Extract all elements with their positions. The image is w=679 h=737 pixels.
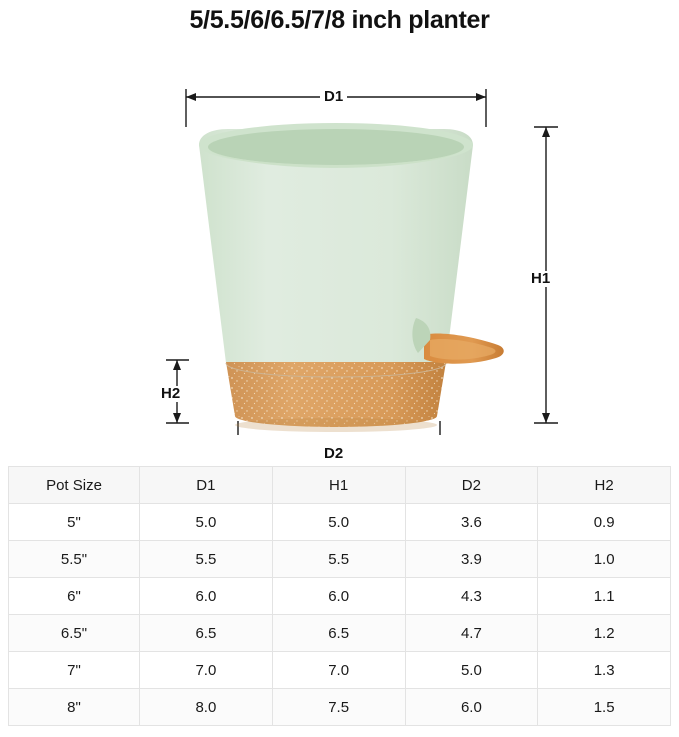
table-cell: 6" (9, 578, 140, 615)
table-cell: 6.0 (405, 689, 538, 726)
dimension-label-d1: D1 (320, 89, 347, 105)
table-cell: 7" (9, 652, 140, 689)
dimension-label-h2: H2 (157, 386, 184, 402)
table-cell: 1.3 (538, 652, 671, 689)
table-row (9, 615, 671, 652)
table-header-cell: Pot Size (9, 467, 140, 504)
table-cell: 4.3 (405, 578, 538, 615)
table-row (9, 578, 671, 615)
table-cell: 5.0 (140, 504, 273, 541)
spec-table (8, 466, 671, 726)
table-header-cell: H1 (272, 467, 405, 504)
table-cell: 5.0 (272, 504, 405, 541)
table-cell: 5.5 (272, 541, 405, 578)
table-row (9, 652, 671, 689)
table-cell: 8" (9, 689, 140, 726)
table-cell: 1.5 (538, 689, 671, 726)
dimension-label-d2: D2 (320, 446, 347, 462)
table-cell: 5.5" (9, 541, 140, 578)
table-cell: 3.9 (405, 541, 538, 578)
table-cell: 5" (9, 504, 140, 541)
table-cell: 6.5 (272, 615, 405, 652)
table-cell: 7.5 (272, 689, 405, 726)
table-cell: 5.0 (405, 652, 538, 689)
table-header-row (9, 467, 671, 504)
planter-diagram (0, 35, 679, 462)
table-cell: 8.0 (140, 689, 273, 726)
table-cell: 7.0 (272, 652, 405, 689)
spec-table-wrapper (8, 466, 671, 726)
table-cell: 6.5" (9, 615, 140, 652)
table-cell: 6.0 (140, 578, 273, 615)
table-cell: 6.5 (140, 615, 273, 652)
table-cell: 3.6 (405, 504, 538, 541)
dimension-label-h1: H1 (527, 271, 554, 287)
table-header-cell: D1 (140, 467, 273, 504)
table-row (9, 689, 671, 726)
table-cell: 1.0 (538, 541, 671, 578)
table-cell: 1.2 (538, 615, 671, 652)
table-cell: 0.9 (538, 504, 671, 541)
table-row (9, 541, 671, 578)
table-cell: 7.0 (140, 652, 273, 689)
table-cell: 5.5 (140, 541, 273, 578)
table-header-cell: D2 (405, 467, 538, 504)
page-title: 5/5.5/6/6.5/7/8 inch planter (189, 6, 490, 34)
table-cell: 4.7 (405, 615, 538, 652)
table-cell: 1.1 (538, 578, 671, 615)
pot-base-speckle (226, 362, 446, 427)
table-row (9, 504, 671, 541)
pot-interior (208, 129, 464, 165)
table-header-cell: H2 (538, 467, 671, 504)
table-cell: 6.0 (272, 578, 405, 615)
